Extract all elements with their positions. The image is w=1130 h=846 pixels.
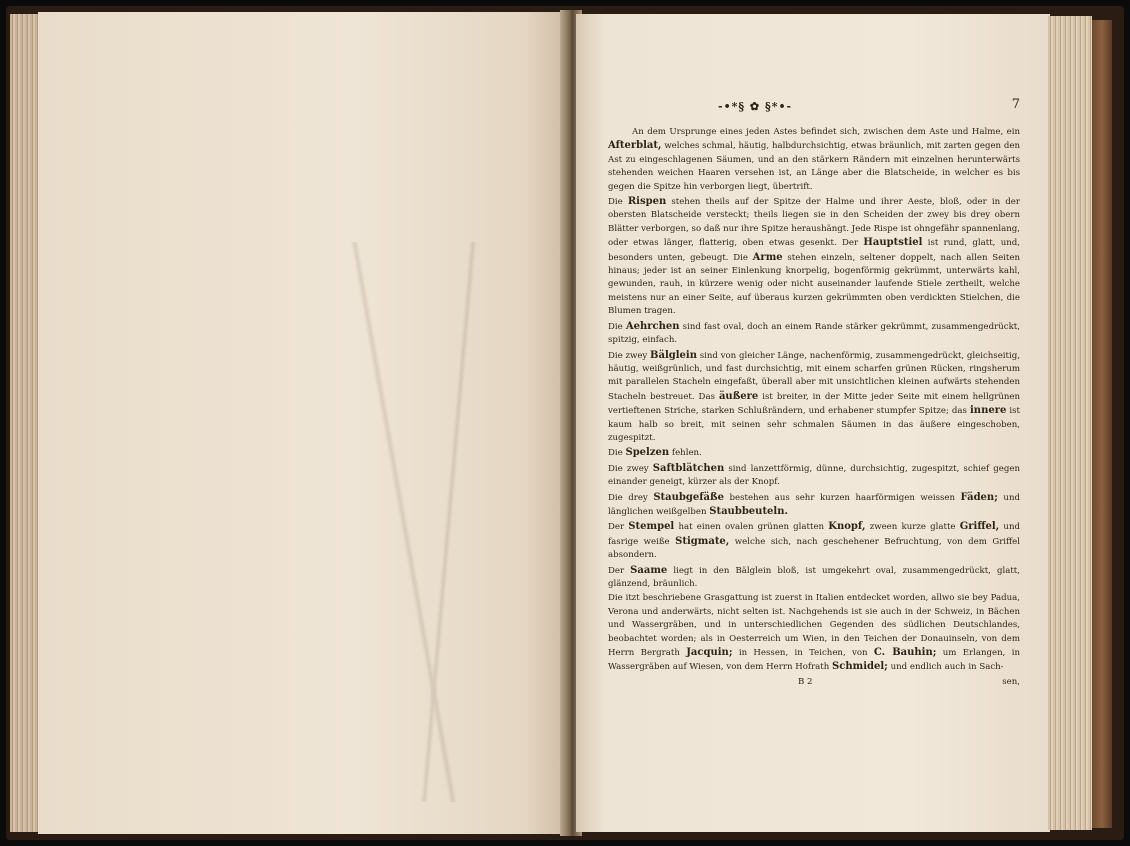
paragraph-text: und endlich auch in Sach- xyxy=(887,662,1004,673)
paragraph-text: stehen theils auf der Spitze der Halme und ihrer Aeste, bloß, oder in der obersten Blatscheide versteckt; theils liegen sie in den Scheiden der zwey bis drey obern Blätter verborgen, so daß nur ihre Spitze heraushängt. Jede Rispe ist ohngefähr spannenlang, oder etwas länger, flatterig, oben etwas gesenkt. Der xyxy=(608,197,1020,249)
paragraph-2 xyxy=(608,195,1020,319)
paragraph-text: hat einen ovalen grünen glatten xyxy=(674,522,829,533)
emphasized-term: Rispen xyxy=(627,196,667,208)
paragraph-10 xyxy=(608,592,1020,674)
paragraph-text: und länglichen weißgelben xyxy=(608,492,1020,517)
page-footer xyxy=(608,676,1020,690)
emphasized-term: äußere xyxy=(718,390,759,402)
header-ornament: -•*§ ✿ §*•- xyxy=(718,100,793,113)
paragraph-text: ist kaum halb so breit, mit seinen sehr schmalen Säumen in das äußere eingeschoben, zugespitzt. xyxy=(608,406,1020,443)
emphasized-term: Knopf, xyxy=(828,521,866,533)
paragraph-text: stehen einzeln, seltener doppelt, nach allen Seiten hinaus; jeder ist an seiner Einlenkung knorpelig, bogenförmig gekrümmt, unterwärts kahl, gewunden, rauh, in kürzere wenig oder nicht auseinander laufende Stiele zertheilt, welche meistens nur an einer Seite, auf überaus kurzen gekrümmten oben verdickten Stielchen, die Blumen tragen. xyxy=(608,252,1021,317)
emphasized-term: Stigmate, xyxy=(675,535,730,547)
emphasized-term: Fäden; xyxy=(960,491,998,503)
paragraph-text: Die xyxy=(608,448,626,459)
paragraph-1 xyxy=(608,126,1020,194)
paragraph-text: bestehen aus sehr kurzen haarförmigen weissen xyxy=(724,492,961,503)
paragraph-text: zween kurze glatte xyxy=(865,522,960,533)
show-through-marks xyxy=(248,242,568,802)
paragraph-text: fehlen. xyxy=(669,448,702,459)
paragraph-3 xyxy=(608,320,1020,348)
emphasized-term: Jacquin; xyxy=(686,647,733,659)
paragraph-text: ist rund, glatt, und, besonders unten, gebeugt. Die xyxy=(608,238,1021,263)
left-page-edges xyxy=(10,14,40,832)
paragraph-4 xyxy=(608,349,1020,446)
paragraph-text: Die drey xyxy=(608,492,654,503)
paragraph-text: Die zwey xyxy=(608,463,653,474)
paragraph-7 xyxy=(608,491,1020,520)
emphasized-term: C. Bauhin; xyxy=(873,647,937,659)
paragraph-text: welche sich, nach geschehener Befruchtung, von dem Griffel absondern. xyxy=(608,536,1020,561)
right-page-edges xyxy=(1048,16,1092,830)
emphasized-term: Staubbeuteln. xyxy=(709,505,788,517)
paragraph-text: sind fast oval, doch an einem Rande stärker gekrümmt, zusammengedrückt, spitzig, einfach. xyxy=(608,321,1020,346)
paragraph-text: An dem Ursprunge eines jeden Astes befindet sich, zwischen dem Aste und Halme, ein xyxy=(632,127,1020,137)
paragraph-text: Die zwey xyxy=(608,350,651,361)
catchword: sen, xyxy=(1002,676,1020,687)
paragraph-text: in Hessen, in Teichen, von xyxy=(732,648,874,659)
paragraph-text: um Erlangen, in Wassergräben auf Wiesen, von dem Herrn Hofrath xyxy=(608,648,1020,673)
paragraph-text: sind lanzettförmig, dünne, durchsichtig, zugespitzt, schief gegen einander geneigt, kürzer als der Knopf. xyxy=(608,463,1020,488)
paragraph-text: Die xyxy=(608,321,626,332)
emphasized-term: Schmidel; xyxy=(832,661,888,673)
emphasized-term: Hauptstiel xyxy=(863,237,923,249)
paragraph-text: liegt in den Bälglein bloß, ist umgekehrt oval, zusammengedrückt, glatt, glänzend, bräunlich. xyxy=(608,565,1020,589)
page-header xyxy=(608,98,1020,120)
emphasized-term: Arme xyxy=(752,251,783,263)
paragraph-9 xyxy=(608,564,1020,592)
emphasized-term: Griffel, xyxy=(959,521,1000,533)
paragraph-text: Die xyxy=(608,197,628,208)
paragraph-text: ist breiter, in der Mitte jeder Seite mit einem hellgrünen vertieftenen Striche, starken Schlußrändern, und erhabener stumpfer Spitze; das xyxy=(608,391,1021,417)
paragraph-text: Der xyxy=(608,522,629,533)
paragraph-text: sind von gleicher Länge, nachenförmig, zusammengedrückt, gleichseitig, häutig, weißgrünlich, und fast durchsichtig, mit einem scharfen grünen Rücken, ringsherum mit parallelen Stacheln eingefaßt, überall aber mit unsichtlichen kleinen aufwärts stehenden Stacheln bestreuet. Das xyxy=(608,350,1020,402)
emphasized-term: Saftblätchen xyxy=(652,462,725,474)
emphasized-term: Stempel xyxy=(628,521,675,533)
emphasized-term: Afterblat, xyxy=(608,140,662,152)
emphasized-term: Aehrchen xyxy=(625,320,680,332)
page-number: 7 xyxy=(1011,97,1020,112)
paragraph-5 xyxy=(608,446,1020,460)
paragraph-text: und fasrige weiße xyxy=(608,522,1020,547)
emphasized-term: Bälglein xyxy=(650,349,697,361)
emphasized-term: Staubgefäße xyxy=(653,491,724,503)
paragraph-6 xyxy=(608,462,1020,490)
emphasized-term: Saame xyxy=(630,564,668,576)
paragraph-8 xyxy=(608,520,1020,562)
paragraph-text: Die itzt beschriebene Grasgattung ist zuerst in Italien entdecket worden, allwo sie bey Padua, Verona und anderwärts, nicht selten ist. Nachgehends ist sie auch in der Schweiz, in Bächen und Wassergräben, und in unterschiedlichen Gegenden des südlichen Deutschlandes, beobachtet worden; als in Oesterreich um Wien, in den Teichen der Donauinseln, von dem Herrn Bergrath xyxy=(608,593,1020,659)
left-page-blank xyxy=(38,12,568,834)
book-cover-edge xyxy=(1092,20,1112,828)
body-paragraphs xyxy=(608,126,1020,675)
page-text xyxy=(608,98,1020,698)
emphasized-term: Spelzen xyxy=(625,447,670,459)
paragraph-text: welches schmal, häutig, halbdurchsichtig, etwas bräunlich, mit zarten gegen den Ast zu eingeschlagenen Säumen, und an den stärkern Rändern mit einzelnen herunterwärts stehenden weichen Haaren versehen ist, an Länge aber die Blatscheide, in welcher es bis gegen die Spitze hin verborgen liegt, übertrift. xyxy=(608,141,1020,192)
signature-mark: B 2 xyxy=(798,676,813,687)
paragraph-text: Der xyxy=(608,565,631,576)
emphasized-term: innere xyxy=(970,405,1007,417)
